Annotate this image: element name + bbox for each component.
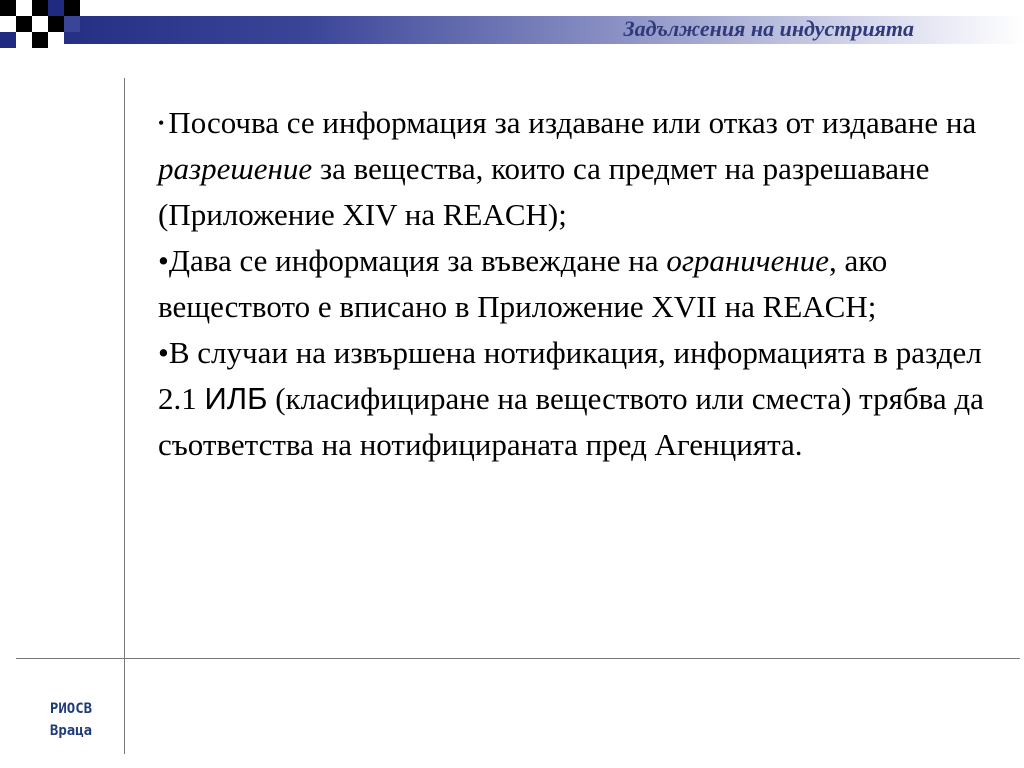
bullet-text: , ако веществото е вписано в Приложение XVII на REACH; [158,243,888,324]
bullet-text: (класифициране на веществото или сместа) трябва да съответства на нотифицираната пред Агенцията. [158,381,984,462]
bullet-text: за вещества, които са предмет на разрешаване (Приложение XIV на REACH); [158,151,930,232]
bullet-marker: • [158,113,165,133]
bullet-text: Посочва се информация за издаване или отказ от издаване на [168,105,977,140]
bullet-text: Дава се информация за въвеждане на [168,243,667,278]
bullet-marker: • [158,243,169,278]
footer-organization [28,698,114,742]
footer-org-name: РИОСВ [49,701,93,717]
bullet-text: В случаи на извършена нотификация, информацията в раздел 2.1 [158,335,982,416]
bullet-item [158,100,1008,238]
bullet-emphasis: разрешение [158,151,313,186]
bullet-item [158,330,1008,468]
checker-logo-icon [0,0,80,52]
vertical-divider [124,78,125,754]
horizontal-divider [16,658,1020,659]
footer-org-city: Враца [49,723,93,739]
slide-content [158,100,1008,468]
bullet-marker: • [158,335,169,370]
bullet-abbreviation: ИЛБ [204,381,268,416]
bullet-item [158,238,1008,330]
slide-title: Задължения на индустрията [623,16,914,41]
bullet-emphasis: ограничение [666,243,829,278]
